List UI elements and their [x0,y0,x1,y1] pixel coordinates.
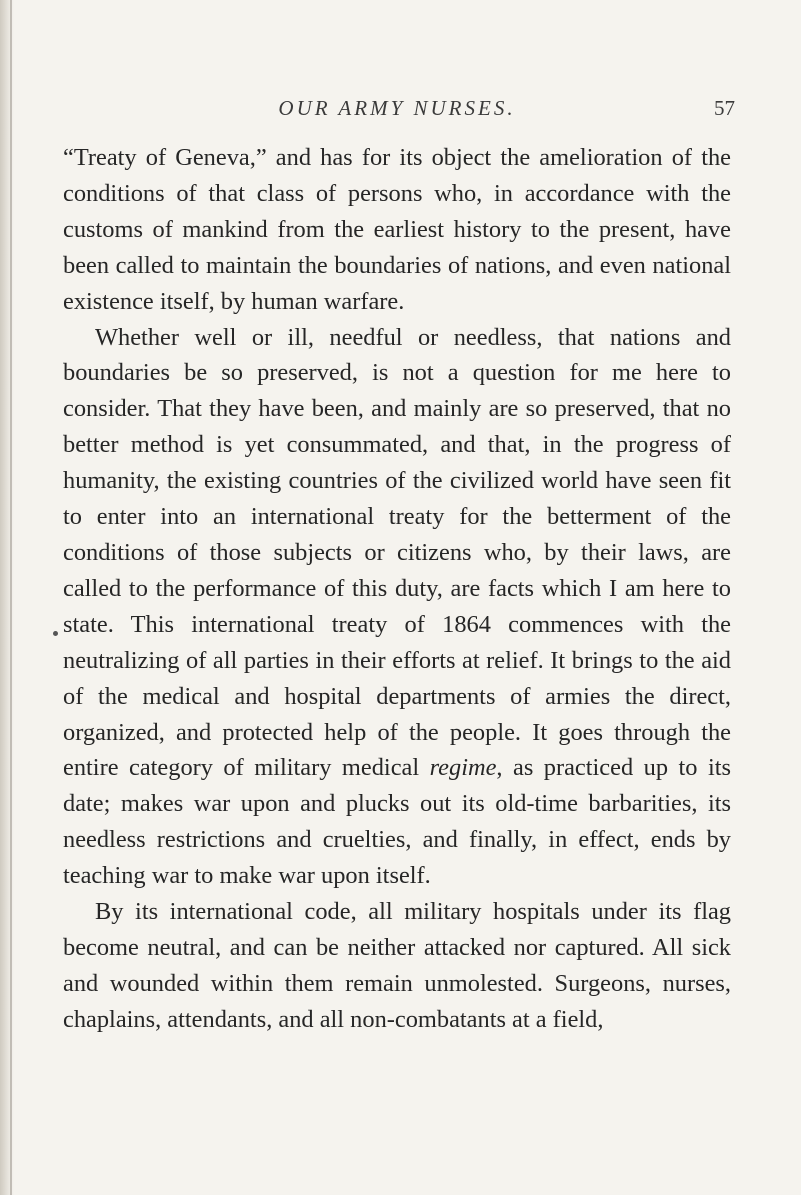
paragraph-3 [63,894,731,1038]
paragraph-2-italic: regime [429,754,497,782]
paragraph-2-tail: , as practiced up to its date; makes war upon and plucks out its old-time barbarities, its needless restrictions and cruelties, and finally, in effect, ends by teaching war to make war upon itself. [63,754,731,890]
page-number: 57 [714,96,735,120]
paragraph-1 [63,140,731,320]
paragraph-2 [63,320,731,895]
body-text [63,140,731,1038]
binding-edge [10,0,12,1195]
paragraph-2-text: Whether well or ill, needful or needless, that nations and boundaries be so preserved, is not a question for me here to consider. That they have been, and mainly are so preserved, that no better method is yet consummated, and that, in the progress of humanity, the existing countries of the civilized world have seen fit to enter into an international treaty for the betterment of the conditions of those subjects or citizens who, by their laws, are called to the performance of this duty, are facts which I am here to state. This international treaty of 1864 commences with the neutralizing of all parties in their efforts at relief. It brings to the aid of the medical and hospital departments of armies the direct, organized, and protected help of the people. It goes through the entire category of military medical [63,323,731,782]
running-title: OUR ARMY NURSES. [278,96,516,120]
running-head [63,92,735,126]
paragraph-1-lead: “Treaty of Geneva,” [63,144,267,171]
margin-mark [53,631,58,636]
book-page [63,92,735,1038]
paragraph-1-text: and has for its object the amelioration of the conditions of that class of persons who, in accordance with the customs of mankind from the earliest history to the present, have been called to maintain the boundaries of nations, and even national existence itself, by human warfare. [63,144,731,315]
paragraph-3-text: By its international code, all military hospitals under its flag become neutral, and can be neither attacked nor captured. All sick and wounded within them remain unmolested. Surgeons, nurses, chaplains, attendants, and all non-combatants at a field, [63,898,731,1033]
